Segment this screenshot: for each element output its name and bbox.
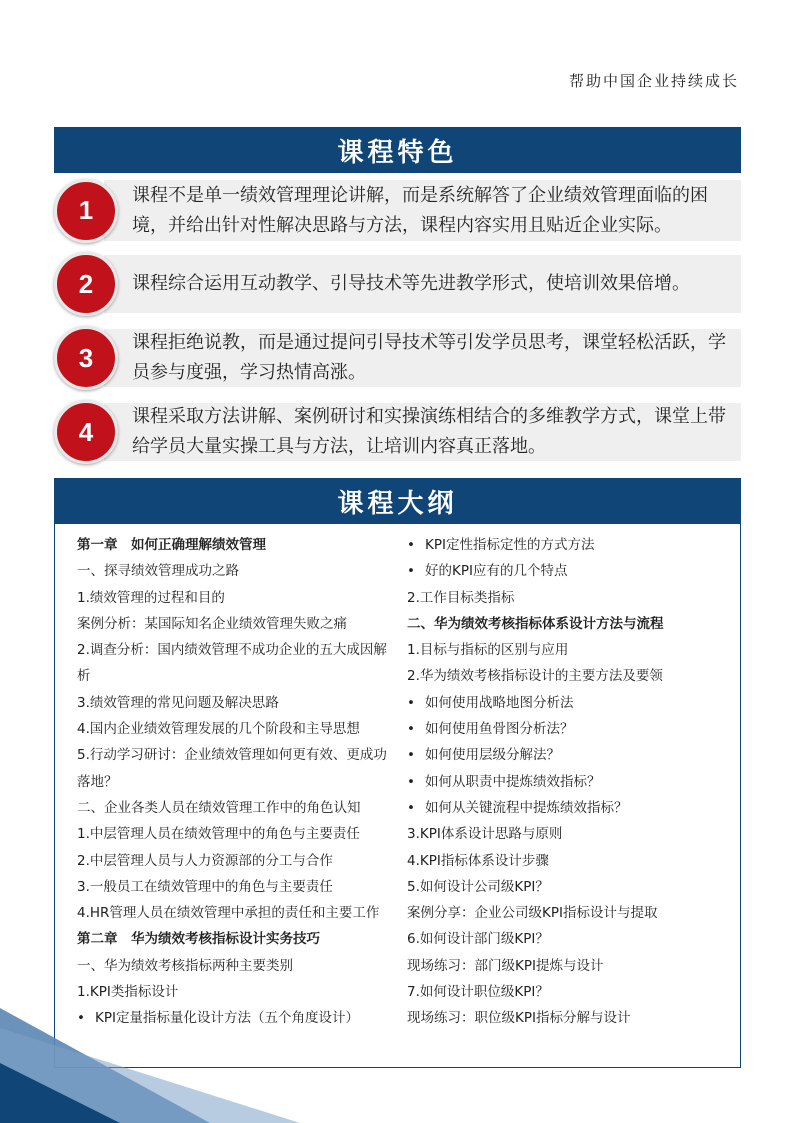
outline-box (54, 524, 741, 1068)
outline-line: 一、探寻绩效管理成功之路 (77, 563, 239, 580)
outline-line: 1.目标与指标的区别与应用 (407, 642, 569, 659)
outline-chapter-heading: 第一章 如何正确理解绩效管理 (77, 537, 266, 553)
feature-number-badge: 2 (54, 252, 118, 316)
outline-line: 3.一般员工在绩效管理中的角色与主要责任 (77, 878, 333, 895)
outline-bullet-text: 如何从职责中提炼绩效指标？ (425, 773, 601, 790)
outline-line: 5.行动学习研讨：企业绩效管理如何更有效、更成功落地？ (77, 747, 387, 790)
outline-line: 现场练习：部门级KPI提炼与设计 (407, 957, 604, 974)
outline-line: 1.中层管理人员在绩效管理中的角色与主要责任 (77, 826, 360, 843)
outline-line: 2.工作目标类指标 (407, 589, 515, 606)
bullet-dot: • (407, 747, 415, 764)
section-title-outline: 课程大纲 (54, 478, 741, 524)
outline-line: 案例分析：某国际知名企业绩效管理失败之痛 (77, 615, 347, 632)
feature-item (54, 180, 741, 241)
outline-line: 3.绩效管理的常见问题及解决思路 (77, 694, 279, 711)
feature-number-badge: 1 (54, 179, 118, 243)
feature-item-text: 课程拒绝说教，而是通过提问引导技术等引发学员思考，课堂轻松活跃，学员参与度强，学习热情高涨。 (132, 332, 726, 383)
outline-line: 一、华为绩效考核指标两种主要类别 (77, 957, 293, 974)
bullet-dot: • (77, 1010, 85, 1027)
bullet-dot: • (407, 799, 415, 816)
feature-item-text: 课程综合运用互动教学、引导技术等先进教学形式，使培训效果倍增。 (132, 273, 690, 294)
outline-bullet-line (407, 742, 727, 768)
outline-left-column (77, 532, 395, 1032)
outline-bullet-text: 如何使用层级分解法？ (425, 747, 560, 764)
outline-bullet-text: 好的KPI应有的几个特点 (425, 563, 568, 580)
feature-number-badge: 3 (54, 326, 118, 390)
tagline: 帮助中国企业持续成长 (568, 72, 739, 90)
outline-bullet-line (407, 558, 727, 584)
outline-line: 4.HR管理人员在绩效管理中承担的责任和主要工作 (77, 905, 380, 922)
section-title-features: 课程特色 (54, 127, 741, 173)
outline-line: 1.绩效管理的过程和目的 (77, 589, 225, 606)
outline-line: 2.调查分析：国内绩效管理不成功企业的五大成因解析 (77, 642, 387, 685)
bullet-dot: • (407, 721, 415, 738)
outline-line: 6.如何设计部门级KPI？ (407, 931, 549, 948)
outline-bullet-text: KPI定性指标定性的方式方法 (425, 537, 595, 553)
outline-line: 2.华为绩效考核指标设计的主要方法及要领 (407, 668, 663, 685)
outline-bullet-line (407, 532, 727, 558)
outline-line: 二、企业各类人员在绩效管理工作中的角色认知 (77, 799, 361, 816)
outline-bullet-text: 如何使用战略地图分析法 (425, 694, 574, 711)
outline-bullet-text: KPI定量指标量化设计方法（五个角度设计） (95, 1010, 359, 1027)
bullet-dot: • (407, 694, 415, 711)
feature-number-badge: 4 (54, 400, 118, 464)
feature-item (54, 329, 741, 387)
outline-bullet-text: 如何从关键流程中提炼绩效指标？ (425, 799, 628, 816)
outline-line: 4.KPI指标体系设计步骤 (407, 852, 549, 869)
outline-line: 3.KPI体系设计思路与原则 (407, 826, 563, 843)
bullet-dot: • (407, 537, 415, 553)
bullet-dot: • (407, 773, 415, 790)
outline-chapter-heading: 第二章 华为绩效考核指标设计实务技巧 (77, 931, 320, 948)
outline-line: 现场练习：职位级KPI指标分解与设计 (407, 1010, 631, 1027)
outline-line: 5.如何设计公司级KPI？ (407, 878, 549, 895)
outline-section-heading: 二、华为绩效考核指标体系设计方法与流程 (407, 615, 664, 632)
outline-bullet-line (407, 716, 727, 742)
outline-line: 4.国内企业绩效管理发展的几个阶段和主导思想 (77, 721, 360, 738)
outline-line: 案例分享：企业公司级KPI指标设计与提取 (407, 905, 658, 922)
corner-decoration (0, 1008, 300, 1123)
feature-item (54, 403, 741, 461)
feature-item (54, 255, 741, 313)
feature-item-text: 课程不是单一绩效管理理论讲解，而是系统解答了企业绩效管理面临的困境，并给出针对性解决思路与方法，课程内容实用且贴近企业实际。 (132, 184, 708, 236)
outline-bullet-text: 如何使用鱼骨图分析法？ (425, 721, 574, 738)
feature-item-text: 课程采取方法讲解、案例研讨和实操演练相结合的多维教学方式，课堂上带给学员大量实操工具与方法，让培训内容真正落地。 (132, 406, 726, 457)
outline-line: 2.中层管理人员与人力资源部的分工与合作 (77, 852, 333, 869)
outline-right-column (407, 532, 727, 1032)
outline-bullet-line (407, 795, 727, 821)
bullet-dot: • (407, 563, 415, 580)
outline-bullet-line (407, 769, 727, 795)
outline-line: 7.如何设计职位级KPI？ (407, 984, 549, 1001)
outline-bullet-line (407, 690, 727, 716)
outline-line: 1.KPI类指标设计 (77, 984, 179, 1001)
